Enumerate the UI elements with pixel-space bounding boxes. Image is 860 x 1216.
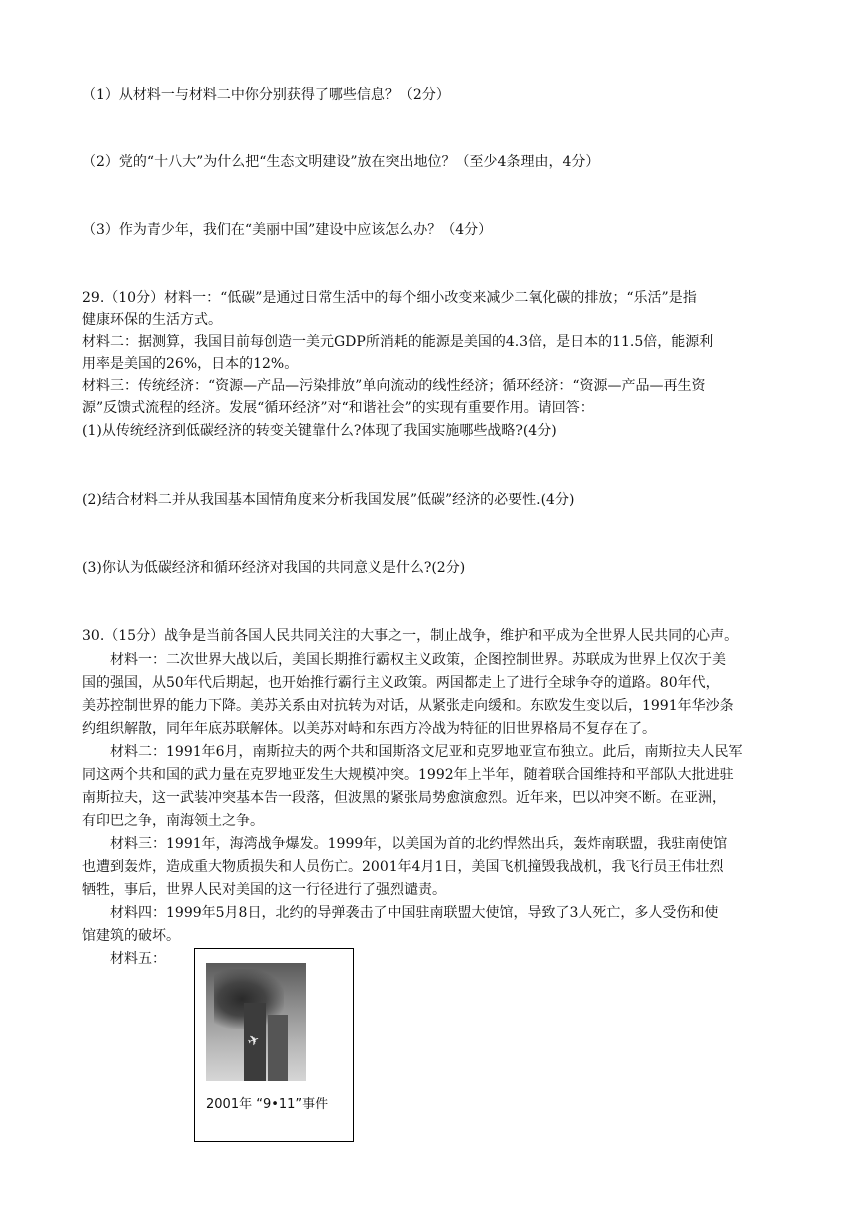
q30-material-2-line: 南斯拉夫，这一武装冲突基本告一段落，但波黑的紧张局势愈演愈烈。近年来，巴以冲突不断。在亚洲， xyxy=(82,790,726,806)
q30-heading xyxy=(82,626,738,646)
q29-line-2: 健康环保的生活方式。 xyxy=(82,312,222,328)
figure-frame xyxy=(194,948,354,1142)
tower-south xyxy=(268,1015,288,1081)
q29-line-3: 材料二：据测算，我国目前每创造一美元GDP所消耗的能源是美国的4.3倍，是日本的11.5倍，能源利 xyxy=(82,334,714,350)
q30-material-4-line: 馆建筑的破坏。 xyxy=(82,928,180,944)
q28-sub3: （3）作为青少年，我们在“美丽中国”建设中应该怎么办？（4分） xyxy=(82,222,493,238)
q29-line-1: 29.（10分）材料一：“低碳”是通过日常生活中的每个细小改变来减少二氧化碳的排放；“乐活”是指 xyxy=(82,290,697,306)
q28-sub2: （2）党的“十八大”为什么把“生态文明建设”放在突出地位？（至少4条理由，4分） xyxy=(82,154,600,170)
q30-material-3-line: 材料三：1991年，海湾战争爆发。1999年，以美国为首的北约悍然出兵，轰炸南联盟，我驻南使馆 xyxy=(110,836,728,852)
q30-number: 30.（15分） xyxy=(82,628,165,644)
figure-caption: 2001年 “9•11”事件 xyxy=(206,1097,329,1112)
q29-line-5: 材料三：传统经济：“资源—产品—污染排放”单向流动的线性经济；循环经济：“资源—产品—再生资 xyxy=(82,378,706,394)
q28-sub1: （1）从材料一与材料二中你分别获得了哪些信息？（2分） xyxy=(82,87,450,103)
q30-material-2-line: 同这两个共和国的武力量在克罗地亚发生大规模冲突。1992年上半年，随着联合国维持和平部队大批进驻 xyxy=(82,767,734,783)
q30-material-2-line: 材料二：1991年6月，南斯拉夫的两个共和国斯洛文尼亚和克罗地亚宣布独立。此后，南斯拉夫人民军 xyxy=(110,744,743,760)
q30-material-3-line: 牺牲，事后，世界人民对美国的这一行径进行了强烈谴责。 xyxy=(82,882,446,898)
q29-line-6: 源”反馈式流程的经济。发展“循环经济”对“和谐社会”的实现有重要作用。请回答： xyxy=(82,400,594,416)
airplane-icon: ✈ xyxy=(245,1031,263,1051)
q30-material-1-line: 国的强国，从50年代后期起，也开始推行霸行主义政策。两国都走上了进行全球争夺的道路。80年代， xyxy=(82,675,720,691)
q30-material-3-line: 也遭到轰炸，造成重大物质损失和人员伤亡。2001年4月1日，美国飞机撞毁我战机，我飞行员王伟壮烈 xyxy=(82,859,724,875)
q30-material-1-line: 约组织解散，同年年底苏联解体。以美苏对峙和东西方冷战为特征的旧世界格局不复存在了。 xyxy=(82,721,656,737)
q30-material-1-line: 材料一：二次世界大战以后，美国长期推行霸权主义政策，企图控制世界。苏联成为世界上仅次于美 xyxy=(110,652,726,668)
q29-sub1: (1)从传统经济到低碳经济的转变关键靠什么?体现了我国实施哪些战略?(4分) xyxy=(82,423,557,439)
wtc-photo xyxy=(206,963,306,1081)
q30-material-1-line: 美苏控制世界的能力下降。美苏关系由对抗转为对话，从紧张走向缓和。东欧发生变以后，1991年华沙条 xyxy=(82,698,734,714)
q30-intro: 战争是当前各国人民共同关注的大事之一，制止战争，维护和平成为全世界人民共同的心声。 xyxy=(164,628,739,644)
q30-material-2-line: 有印巴之争，南海领土之争。 xyxy=(82,813,264,829)
q29-line-4: 用率是美国的26%，日本的12%。 xyxy=(82,356,299,372)
q30-material-4-line: 材料四：1999年5月8日，北约的导弹袭击了中国驻南联盟大使馆，导致了3人死亡，多人受伤和使 xyxy=(110,905,719,921)
q30-material-5-label: 材料五： xyxy=(110,951,166,967)
q29-sub3: (3)你认为低碳经济和循环经济对我国的共同意义是什么?(2分) xyxy=(82,560,466,576)
q29-sub2: (2)结合材料二并从我国基本国情角度来分析我国发展”低碳”经济的必要性.(4分) xyxy=(82,492,575,508)
